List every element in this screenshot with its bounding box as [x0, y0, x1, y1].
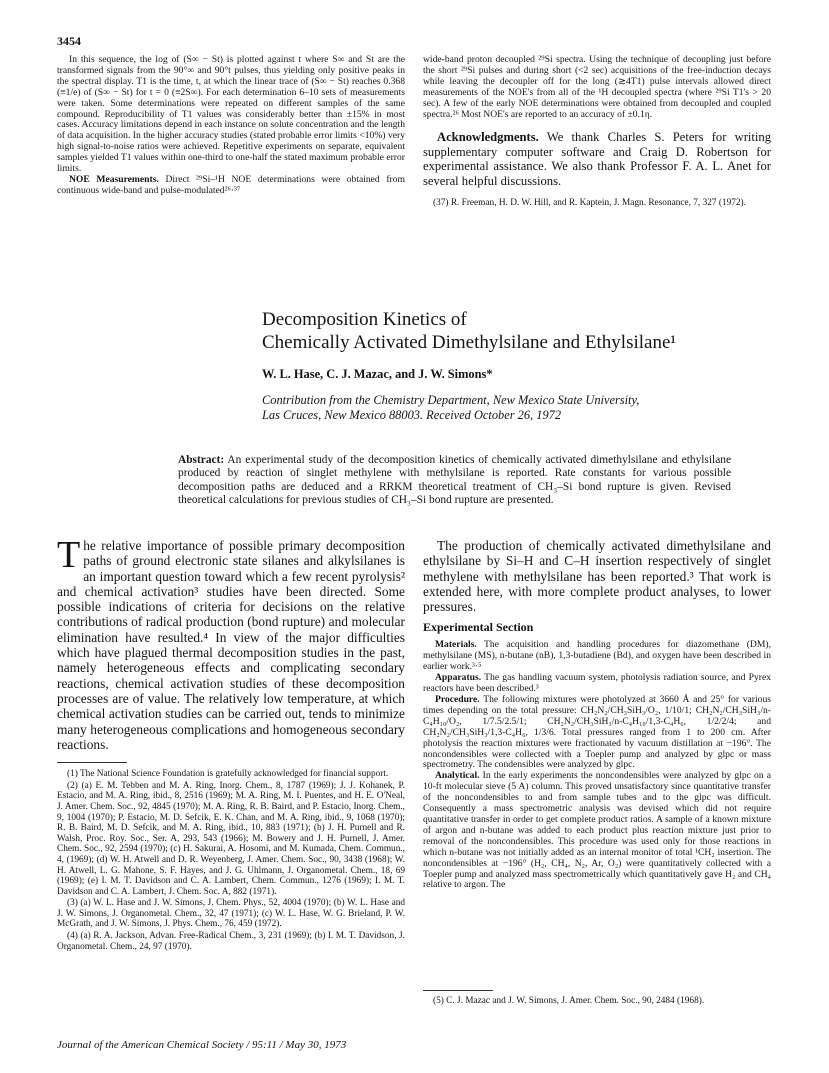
abstract-label: Abstract: [178, 454, 225, 466]
materials-label: Materials. [435, 639, 477, 651]
intro-text: he relative importance of possible primary decomposition paths of ground electronic state silanes and alkylsilanes is an important question toward which a few recent pyrolysis² and chemical activation³ studies have been directed. Some possible indications of criteria for decisions on the relative contributions of radical production (bond rupture) and molecular elimination have resulted.⁴ In view of the major difficulties which have plagued thermal decomposition studies in the past, namely heterogeneous effects and complicating secondary reactions, chemical activation studies of these decomposition processes are of value. The relatively low temperature, at which chemical activation studies can be carried out, tends to minimize many heterogeneous complications and homogeneous secondary reactions. [57, 538, 405, 752]
footnote-5-rule [423, 990, 493, 991]
materials-text: The acquisition and handling procedures for diazomethane (DM), methylsilane (MS), n-butane (nB), 1,3-butadiene (Bd), and oxygen have been described in earlier work.³·⁵ [423, 639, 771, 673]
footnotes-left [57, 769, 405, 952]
page-number: 3454 [57, 34, 81, 48]
title-line-1: Decomposition Kinetics of [262, 309, 467, 330]
authors: W. L. Hase, C. J. Mazac, and J. W. Simons* [262, 367, 493, 381]
apparatus-label: Apparatus. [435, 672, 482, 684]
noe-text: Direct ²⁹Si–¹H NOE determinations were obtained from continuous wide-band and pulse-modulated²⁶·³⁷ [57, 173, 405, 196]
acknowledgments [423, 130, 771, 188]
reference-37: (37) R. Freeman, H. D. W. Hill, and R. Kaptein, J. Magn. Resonance, 7, 327 (1972). [433, 198, 746, 209]
apparatus-text: The gas handling vacuum system, photolysis radiation source, and Pyrex reactors have been described.³ [423, 672, 771, 695]
noe-continued-paragraph: wide-band proton decoupled ²⁹Si spectra. Using the technique of decoupling just before the short ²⁹Si pulses and during short (<2 sec) acquisitions of the free-induction decays while leaving the decoupler off for the long (≳4T1) pulse intervals allowed direct measurements of the NOE's from all of the ¹H decoupled spectra (where ²⁹Si T1's > 20 sec). A few of the early NOE determinations were obtained from decoupled and coupled spectra.²⁶ Most NOE's are reported to an accuracy of ±0.1η. [423, 54, 771, 120]
affiliation [262, 393, 639, 423]
footnote-2: (2) (a) E. M. Tebben and M. A. Ring, Inorg. Chem., 8, 1787 (1969); J. J. Kohanek, P. Estacio, and M. A. Ring, ibid., 8, 2516 (1969); M. A. Ring, M. I. Puentes, and H. E. O'Neal, J. Amer. Chem. Soc., 92, 4845 (1970); M. A. Ring, R. B. Baird, and P. Estacio, Inorg. Chem., 9, 1004 (1970); P. Estacio, M. D. Sefcik, E. K. Chan, and M. A. Ring, ibid., 9, 1068 (1970); R. B. Baird, M. D. Sefcik, and M. A. Ring, ibid., 10, 883 (1971); (b) J. H. Purnell and R. Walsh, Proc. Roy. Soc., Ser. A, 293, 543 (1966); M. Bowery and J. H. Purnell, J. Amer. Chem. Soc., 92, 2594 (1970); (c) H. Sakurai, A. Hosomi, and M. Kumada, Chem. Commun., 4, (1969); (d) W. H. Atwell and D. R. Weyenberg, J. Amer. Chem. Soc., 90, 3438 (1968); W. H. Atwell, L. G. Mahone, S. F. Hayes, and J. G. Uhlmann, J. Organometal. Chem., 18, 69 (1969); (e) I. M. T. Davidson and C. A. Lambert, Chem. Commun., 1276 (1969); I. M. T. Davidson and C. A. Lambert, J. Chem. Soc. A, 882 (1971). [57, 780, 405, 897]
footnote-1: (1) The National Science Foundation is gratefully acknowledged for financial support. [67, 769, 389, 780]
right-intro-paragraph: The production of chemically activated dimethylsilane and ethylsilane by Si–H and C–H insertion respectively of singlet methylene with methylsilane has been reported.³ That work is extended here, with more complete product analyses, to lower pressures. [423, 538, 771, 615]
ack-heading: Acknowledgments. [437, 130, 539, 145]
journal-footer: Journal of the American Chemical Society / 95:11 / May 30, 1973 [57, 1039, 347, 1051]
materials-paragraph [423, 640, 771, 673]
intro-paragraph [57, 534, 405, 752]
footnote-4: (4) (a) R. A. Jackson, Advan. Free-Radical Chem., 3, 231 (1969); (b) I. M. T. Davidson, J. Organometal. Chem., 24, 97 (1970). [57, 931, 405, 952]
article-title [262, 308, 682, 354]
affiliation-line-1: Contribution from the Chemistry Department, New Mexico State University, [262, 393, 640, 407]
footnote-rule [57, 762, 127, 763]
title-line-2: Chemically Activated Dimethylsilane and Ethylsilane¹ [262, 332, 677, 353]
affiliation-line-2: Las Cruces, New Mexico 88003. Received October 26, 1972 [262, 408, 562, 422]
footnote-3: (3) (a) W. L. Hase and J. W. Simons, J. Chem. Phys., 52, 4004 (1970); (b) W. L. Hase and J. W. Simons, J. Organometal. Chem., 32, 47 (1971); (c) W. L. Hase, W. G. Brieland, P. W. McGrath, and J. W. Simons, J. Phys. Chem., 76, 459 (1972). [57, 898, 405, 930]
procedure-label: Procedure. [435, 694, 480, 706]
procedure-paragraph [423, 695, 771, 771]
apparatus-paragraph [423, 673, 771, 695]
section-heading-experimental: Experimental Section [423, 620, 534, 635]
noe-paragraph [57, 175, 405, 197]
procedure-text: The following mixtures were photolyzed at 3660 Å and 25° for various times depending on the total pressure: CH₂N₂/CH₃SiH₃/O₂, 1/10/1; CH₂N₂/CH₃SiH₃/n-C₄H₁₀/O₂, 1/7.5/2.5/1; CH₂N₂/CH₃SiH₃/n-C₄H₁₀/1,3-C₄H₆, 1/2/2/4; and CH₂N₂/CH₃SiH₃/1,3-C₄H₆, 1/3/6. Total pressures ranged from 1 to 200 cm. After photolysis the reaction mixtures were fractionated by vacuum distillation at −196°. The noncondensibles were collected with a Toepler pump and analyzed by glpc or mass spectrometry. The condensibles were analyzed by glpc. [423, 694, 771, 771]
analytical-label: Analytical. [435, 770, 480, 782]
analytical-paragraph [423, 771, 771, 891]
drop-cap: T [57, 534, 81, 576]
body-right-column [423, 538, 771, 891]
abstract [178, 454, 731, 508]
footnote-5: (5) C. J. Mazac and J. W. Simons, J. Amer. Chem. Soc., 90, 2484 (1968). [433, 996, 705, 1006]
analytical-text: In the early experiments the noncondensibles were analyzed by glpc on a 10-ft molecular sieve (5 A) column. This proved unsatisfactory since quantitative transfer of the noncondensibles to and from sample tubes and to the glpc was difficult. Consequently a mass spectrometric analysis was devised which did not require quantitative transfer in order to get complete product ratios. A sample of a known mixture of argon and n-butane was added to each product plus reaction mixture just prior to removal of the noncondensibles. This procedure was used only for those reactions in which n-butane was not initially added as an internal monitor of total ¹CH₂ insertion. The noncondensibles at −196° (H₂, CH₄, N₂, Ar, O₂) were quantitatively collected with a Toepler pump and analyzed mass spectrometrically which quantitatively gave H₂ and CH₄ relative to argon. The [423, 770, 772, 891]
top-right-column [423, 55, 771, 210]
t1-method-paragraph: In this sequence, the log of (S∞ − St) is plotted against t where S∞ and St are the transformed signals from the 90°∞ and 90°t pulses, thus yielding only positive peaks in the spectral display. T1 is the time, t, at which the linear trace of (S∞ − St) reaches 0.368 (≡1/e) of (S∞ − St) for t = 0 (≡2S∞). For each determination 6–10 sets of measurements were taken. Some determinations were repeated on different samples of the same compound. Reproducibility of T1 values was considerably better than ±15% in most cases. Accuracy limitations depend in each instance on solute concentration and the length of data acquisition. In the higher accuracy studies (stated probable error limits <10%) very high signal-to-noise ratios were achieved. Repetitive experiments on separate, equivalent samples yielded T1 values within one-third to one-half the stated maximum probable error limits. [57, 54, 405, 175]
noe-heading: NOE Measurements. [69, 173, 159, 185]
footnote-5-block [423, 990, 771, 1008]
body-left-column [57, 534, 405, 953]
abstract-text: An experimental study of the decomposition kinetics of chemically activated dimethylsilane and ethylsilane produced by reaction of singlet methylene with methylsilane is reported. Rate constants for various possible decomposition paths are deduced and a RRKM theoretical treatment of CH₃–Si bond rupture is given. Revised theoretical calculations for previous studies of CH₃–Si bond rupture are presented. [178, 454, 732, 507]
top-left-column [57, 55, 405, 197]
ack-text: We thank Charles S. Peters for writing supplementary computer software and Craig D. Robertson for experimental assistance. We also thank Professor F. A. L. Anet for several helpful discussions. [423, 130, 772, 188]
